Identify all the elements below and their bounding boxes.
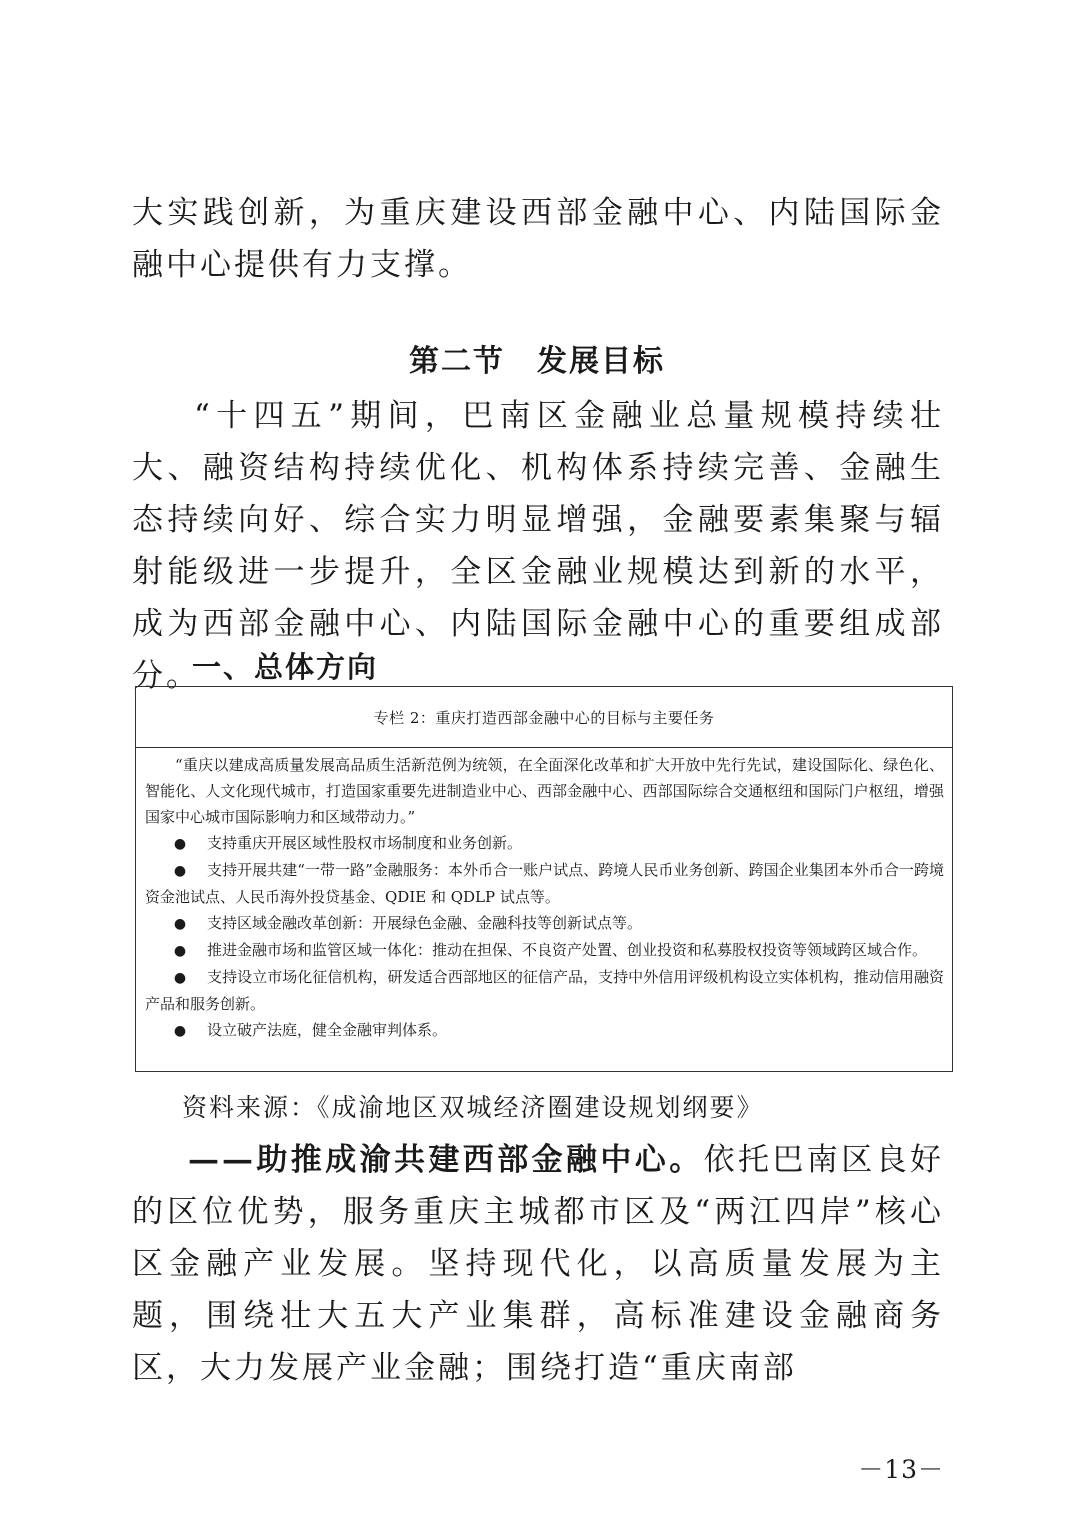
main-paragraph-body: 依托巴南区良好的区位优势，服务重庆主城都市区及“两江四岸”核心区金融产业发展。坚持现代化，以高质量发展为主题，围绕壮大五大产业集群，高标准建设金融商务区，大力发展产业金融；围绕打造“重庆南部	[132, 1142, 945, 1386]
page-number: －13－	[858, 1455, 944, 1484]
main-paragraph	[132, 1134, 944, 1394]
goal-paragraph: “十四五”期间，巴南区金融业总量规模持续壮大、融资结构持续优化、机构体系持续完善、金融生态持续向好、综合实力明显增强，金融要素集聚与辐射能级进一步提升，全区金融业规模达到新的水平，成为西部金融中心、内陆国际金融中心的重要组成部分。	[132, 398, 944, 694]
source-line: 资料来源：《成渝地区双城经济圈建设规划纲要》	[182, 1093, 764, 1122]
intro-paragraph: 大实践创新，为重庆建设西部金融中心、内陆国际金融中心提供有力支撑。	[132, 195, 944, 283]
bullet-item: ●支持设立市场化征信机构，研发适合西部地区的征信产品，支持中外信用评级机构设立实体机构，推动信用融资产品和服务创新。	[145, 964, 944, 1017]
sidebar-quote: “重庆以建成高质量发展高品质生活新范例为统领，在全面深化改革和扩大开放中先行先试，建设国际化、绿色化、智能化、人文化现代城市，打造国家重要先进制造业中心、西部金融中心、西部国际综合交通枢纽和国际门户枢纽，增强国家中心城市国际影响力和区域带动力。”	[145, 756, 944, 826]
subheading-overall-direction: 一、总体方向	[192, 650, 379, 684]
bullet-item: ●支持开展共建“一带一路”金融服务：本外币合一账户试点、跨境人民币业务创新、跨国企业集团本外币合一跨境资金池试点、人民币海外投贷基金、QDIE 和 QDLP 试点等。	[145, 857, 944, 910]
bullet-dot-icon	[145, 831, 207, 857]
sidebar-box	[135, 686, 953, 1072]
section-title: 第二节 发展目标	[409, 344, 665, 379]
bullet-dot-icon	[145, 911, 207, 937]
bullet-dot-icon	[145, 1018, 207, 1044]
bullet-item: ●支持区域金融改革创新：开展绿色金融、金融科技等创新试点等。	[145, 910, 944, 937]
main-paragraph-lead: ——助推成渝共建西部金融中心。	[188, 1142, 704, 1178]
bullet-item: ●推进金融市场和监管区域一体化：推动在担保、不良资产处置、创业投资和私募股权投资等领域跨区域合作。	[145, 937, 944, 964]
bullet-item: ●支持重庆开展区域性股权市场制度和业务创新。	[145, 830, 944, 857]
sidebar-box-title: 专栏 2：重庆打造西部金融中心的目标与主要任务	[136, 687, 952, 748]
bullet-dot-icon	[145, 938, 207, 964]
sidebar-box-body	[136, 748, 952, 1044]
bullet-item: ●设立破产法庭，健全金融审判体系。	[145, 1017, 944, 1044]
bullet-dot-icon	[145, 965, 207, 991]
bullet-dot-icon	[145, 858, 207, 884]
